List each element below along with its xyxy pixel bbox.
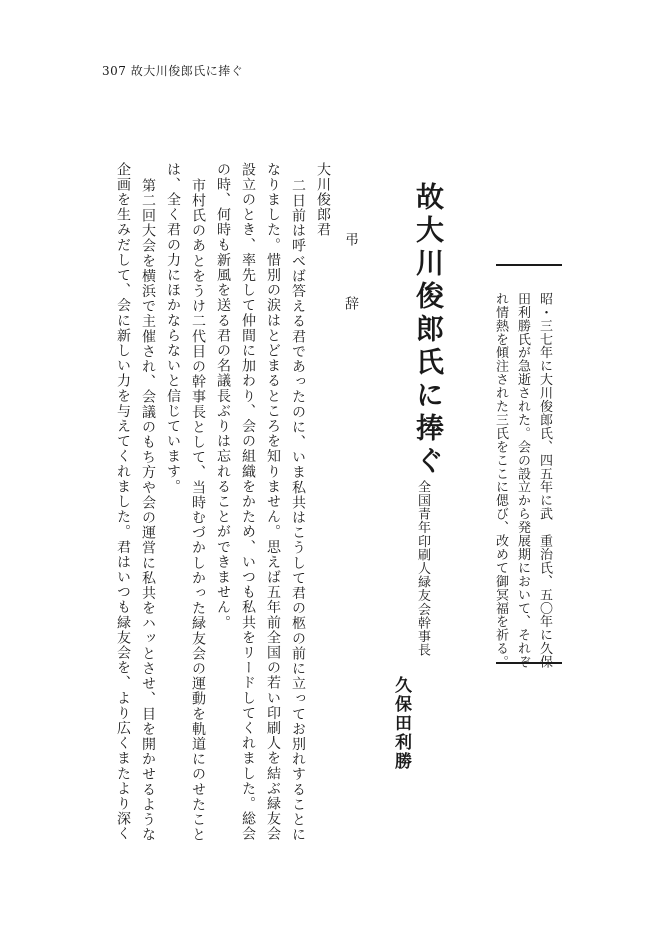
- running-header: 307 故大川俊郎氏に捧ぐ: [102, 64, 244, 78]
- body-line-3: 設立のとき、率先して仲間に加わり、会の組織をかため、いつも私共をリードしてくれました。総会: [240, 162, 256, 842]
- article-title: 故大川俊郎氏に捧ぐ: [412, 182, 445, 479]
- note-line-3: れ情熱を傾注された三氏をここに偲び、改めて御冥福を祈る。: [493, 292, 508, 669]
- body-line-5: 市村氏のあとをうけ二代目の幹事長として、当時むづかしかった緑友会の運動を軌道にのせたこと: [190, 178, 206, 843]
- body-line-6: は、全く君の力にほかならないと信じています。: [165, 162, 181, 495]
- note-line-2: 田利勝氏が急逝された。会の設立から発展期において、それぞ: [515, 292, 530, 669]
- eulogy-heading: 弔 辞: [343, 232, 359, 328]
- body-line-4: の時、何時も新風を送る君の名議長ぶりは忘れることができません。: [215, 162, 231, 631]
- note-top-rule: [496, 264, 562, 266]
- note-line-1: 昭・三七年に大川俊郎氏、四五年に武 重治氏、五〇年に久保: [537, 292, 552, 669]
- body-line-2: なりました。惜別の涙はとどまるところを知りません。思えば五年前全国の若い印刷人を結ぶ緑友会: [265, 162, 281, 842]
- body-line-8: 企画を生みだして、会に新しい力を与えてくれました。君はいつも緑友会を、より広くまたより深く: [115, 162, 131, 842]
- body-line-1: 二日前は呼べば答える君であったのに、いま私共はこうして君の柩の前に立ってお別れすることに: [290, 178, 306, 843]
- body-line-7: 第二回大会を横浜で主催され、会議のもち方や会の運営に私共をハッとさせ、目を開かせるような: [140, 178, 156, 843]
- author-name: 久保田利勝: [391, 676, 411, 771]
- addressee: 大川俊郎君: [315, 162, 331, 237]
- author-organization: 全国青年印刷人緑友会幹事長: [415, 480, 430, 657]
